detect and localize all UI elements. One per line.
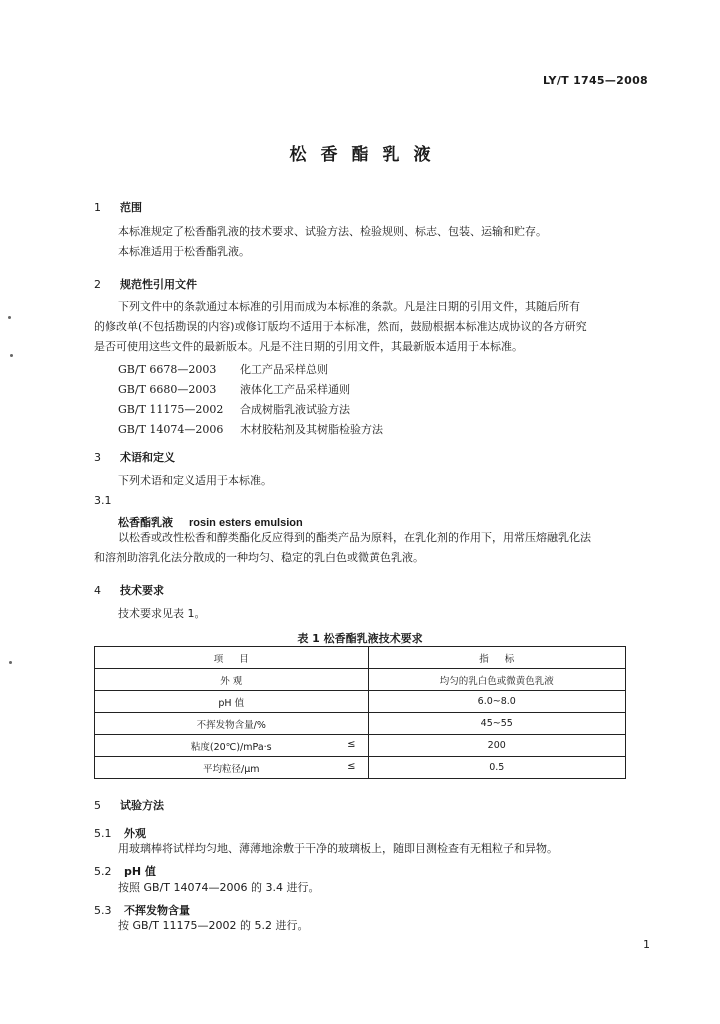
reference-item [118,421,383,437]
paragraph-line: 的修改单(不包括勘误的内容)或修订版均不适用于本标准，然而，鼓励根据本标准达成协议的各方研究 [94,320,587,333]
paragraph: 本标准规定了松香酯乳液的技术要求、试验方法、检验规则、标志、包装、运输和贮存。 [118,225,547,238]
table-cell-value: 200 [368,735,626,757]
table-caption: 表 1 松香酯乳液技术要求 [297,632,423,645]
comparison-sign: ≤ [347,761,356,772]
comparison-sign: ≤ [347,739,356,750]
reference-name: 木材胶粘剂及其树脂检验方法 [240,423,383,436]
subsection-number: 3.1 [94,494,112,507]
subsection-title: 不挥发物含量 [124,904,190,917]
section-3-heading [94,449,175,465]
reference-item [118,361,328,377]
subsection-title: pH 值 [124,865,156,878]
section-5-heading [94,797,164,813]
section-number: 4 [94,584,101,597]
paragraph: 技术要求见表 1。 [118,607,206,620]
reference-code: GB/T 6680—2003 [118,383,217,396]
section-title: 技术要求 [120,584,164,597]
item-label: 外 观 [220,675,243,687]
paragraph: 本标准适用于松香酯乳液。 [118,245,250,258]
reference-name: 合成树脂乳液试验方法 [240,403,350,416]
paragraph-line: 是否可使用这些文件的最新版本。凡是不注日期的引用文件，其最新版本适用于本标准。 [94,340,523,353]
reference-item [118,401,350,417]
column-header-item: 项目 [95,647,369,669]
table-cell-value: 6.0~8.0 [368,691,626,713]
table-cell-value: 均匀的乳白色或微黄色乳液 [368,669,626,691]
subsection-heading [94,863,156,879]
definition-line: 和溶剂助溶乳化法分散成的一种均匀、稳定的乳白色或微黄色乳液。 [94,551,424,564]
document-title: 松香酯乳液 [289,145,445,165]
table-cell-item [95,669,369,691]
column-header-value: 指标 [368,647,626,669]
scan-mark [10,354,13,357]
term-chinese: 松香酯乳液 [118,516,173,529]
table-cell-item [95,713,369,735]
section-4-heading [94,582,164,598]
table-header-row [95,647,626,669]
reference-code: GB/T 6678—2003 [118,363,217,376]
section-number: 3 [94,451,101,464]
section-number: 1 [94,201,101,214]
table-row [95,757,626,779]
page-number: 1 [643,938,650,951]
reference-item [118,381,350,397]
paragraph: 下列术语和定义适用于本标准。 [118,474,272,487]
table-row [95,735,626,757]
item-label: 不挥发物含量/% [196,719,266,731]
section-title: 术语和定义 [120,451,175,464]
table-cell-item [95,691,369,713]
section-2-heading [94,276,197,292]
subsection-title: 外观 [124,827,146,840]
paragraph: 按照 GB/T 14074—2006 的 3.4 进行。 [118,881,320,894]
section-title: 范围 [120,201,142,214]
table-cell-value: 0.5 [368,757,626,779]
item-label: 粘度(20℃)/mPa·s [190,741,272,753]
reference-code: GB/T 11175—2002 [118,403,224,416]
paragraph: 按 GB/T 11175—2002 的 5.2 进行。 [118,919,309,932]
subsection-number: 5.2 [94,865,112,878]
table-cell-value: 45~55 [368,713,626,735]
scan-mark [8,316,11,319]
table-row [95,691,626,713]
table-cell-item [95,735,369,757]
reference-name: 化工产品采样总则 [240,363,328,376]
reference-name: 液体化工产品采样通则 [240,383,350,396]
section-number: 2 [94,278,101,291]
subsection-number: 5.1 [94,827,112,840]
item-label: 平均粒径/μm [203,763,260,775]
paragraph: 用玻璃棒将试样均匀地、薄薄地涂敷于干净的玻璃板上，随即目测检查有无粗粒子和异物。 [118,842,558,855]
scan-mark [9,661,12,664]
paragraph-line: 下列文件中的条款通过本标准的引用而成为本标准的条款。凡是注日期的引用文件，其随后所有 [118,300,580,313]
reference-code: GB/T 14074—2006 [118,423,224,436]
section-title: 试验方法 [120,799,164,812]
section-title: 规范性引用文件 [120,278,197,291]
section-1-heading [94,199,142,215]
table-row [95,713,626,735]
term-english: rosin esters emulsion [189,517,303,529]
technical-requirements-table [94,646,626,779]
subsection-number: 5.3 [94,904,112,917]
definition-line: 以松香或改性松香和醇类酯化反应得到的酯类产品为原料，在乳化剂的作用下，用常压熔融乳化法 [118,531,591,544]
standard-number: LY/T 1745—2008 [542,74,648,87]
section-number: 5 [94,799,101,812]
table-row [95,669,626,691]
item-label: pH 值 [218,697,245,709]
table-cell-item [95,757,369,779]
